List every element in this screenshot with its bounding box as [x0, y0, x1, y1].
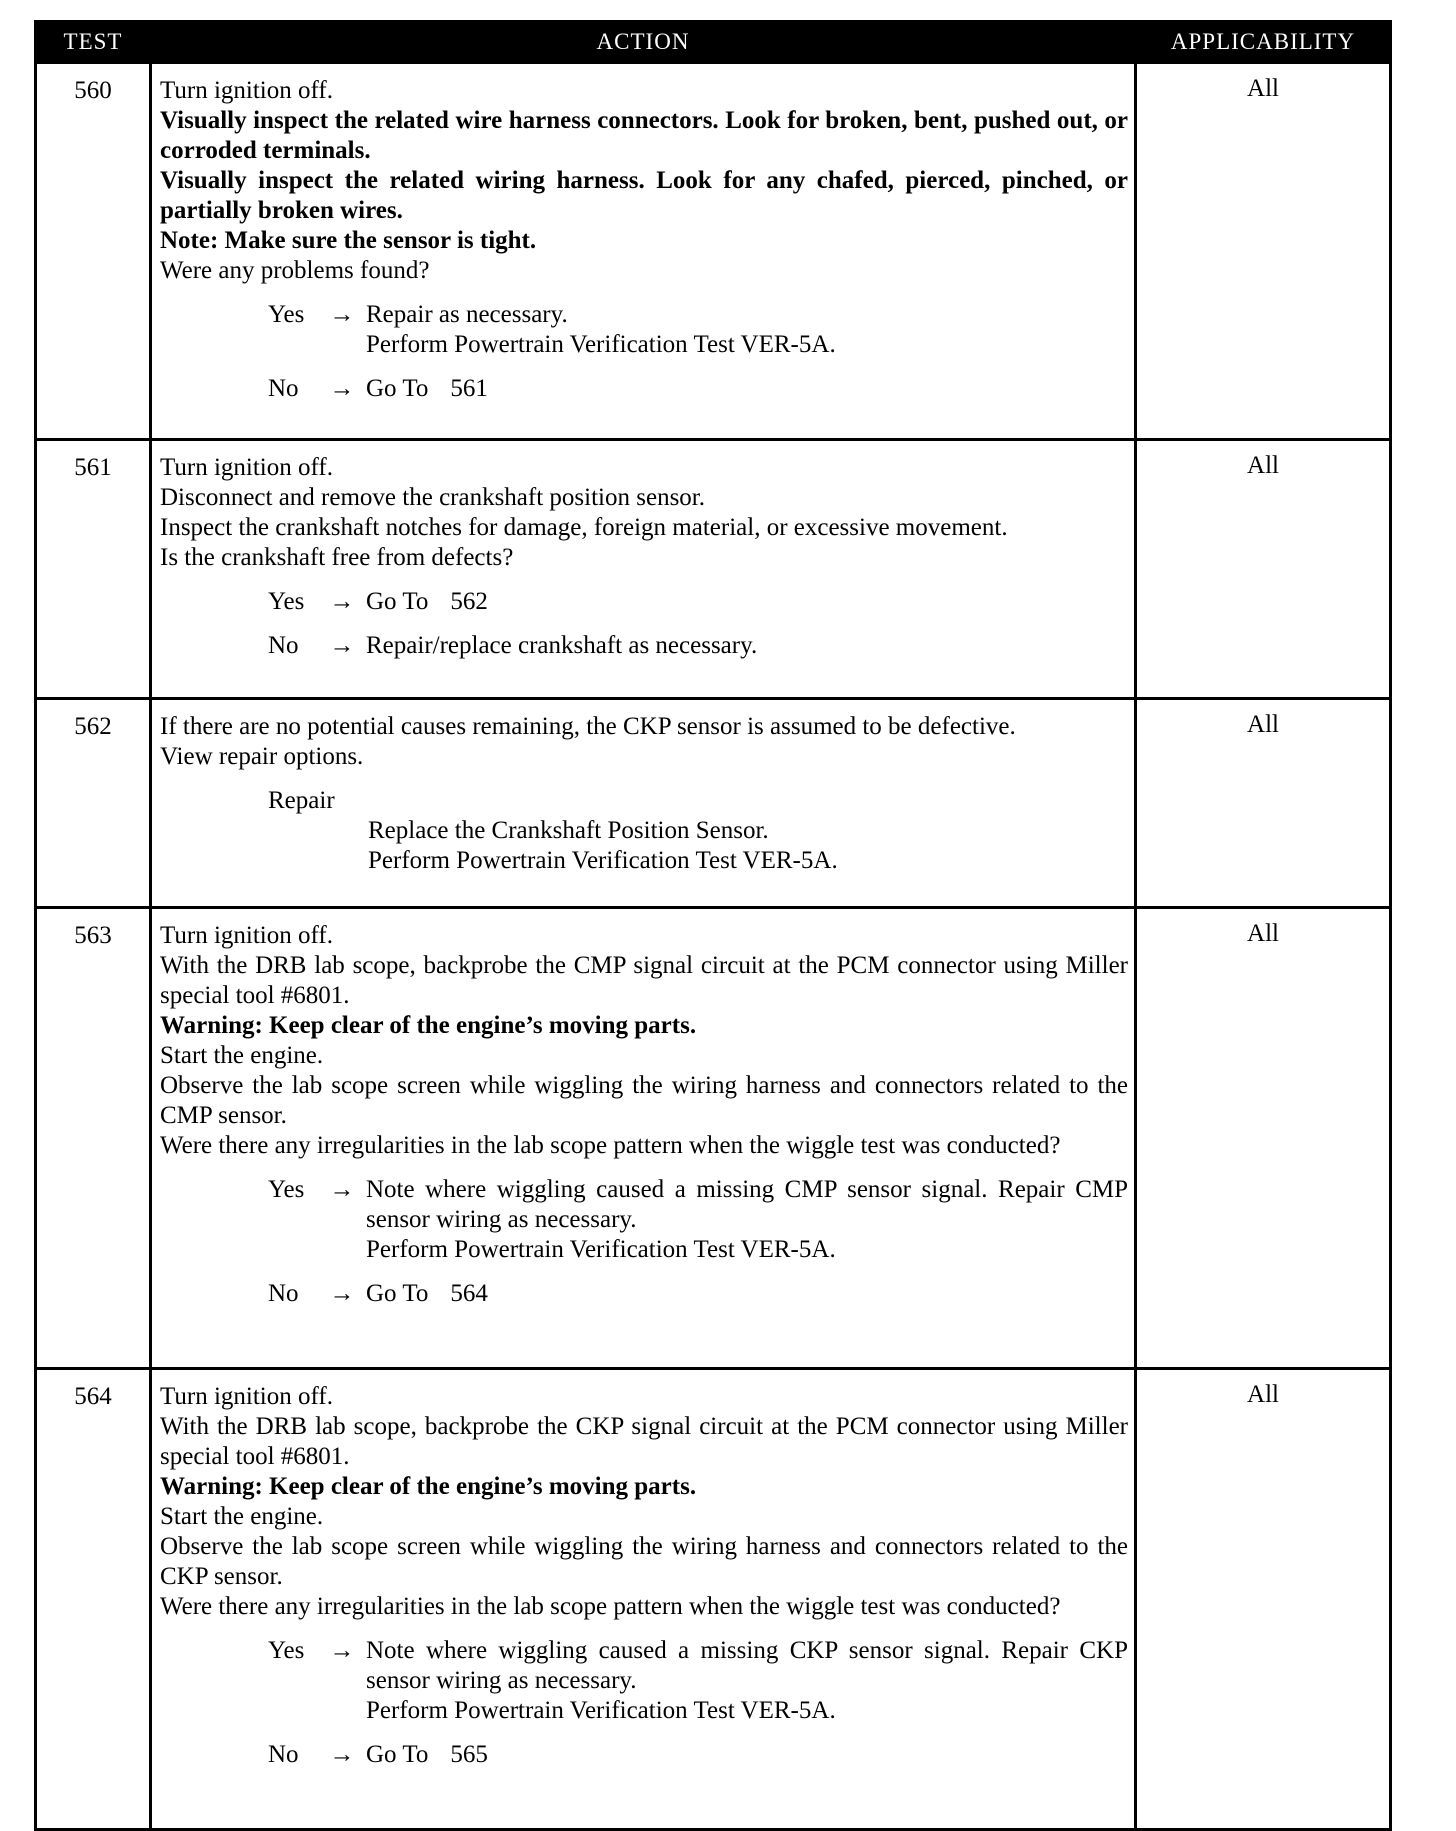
action-line: View repair options.: [160, 743, 364, 770]
applicability: All: [1136, 908, 1391, 1369]
arrow-icon: →: [329, 1741, 355, 1768]
no-outcome: [160, 1740, 1128, 1770]
action-cell: [151, 699, 1136, 908]
arrow-icon: →: [329, 632, 355, 659]
action-warning: Warning: Keep clear of the engine’s moving parts.: [160, 1012, 697, 1039]
table-row: [36, 440, 1391, 699]
yes-label: Yes: [268, 1637, 305, 1664]
action-line: Start the engine.: [160, 1042, 324, 1069]
action-question: Is the crankshaft free from defects?: [160, 544, 514, 571]
table-row: [36, 1369, 1391, 1830]
arrow-icon: →: [329, 588, 355, 615]
applicability: All: [1136, 63, 1391, 440]
arrow-icon: →: [329, 301, 355, 328]
applicability: All: [1136, 440, 1391, 699]
goto-label: Go To: [366, 1280, 429, 1307]
yes-label: Yes: [268, 301, 305, 328]
action-cell: [151, 63, 1136, 440]
action-line: Turn ignition off.: [160, 922, 333, 949]
action-line: Visually inspect the related wiring harness. Look for any chafed, pierced, pinched, or partially broken wires.: [160, 167, 1128, 224]
goto-target: 562: [450, 588, 488, 615]
no-label: No: [268, 632, 299, 659]
outcome-line: Repair/replace crankshaft as necessary.: [366, 632, 758, 659]
outcome-line: Perform Powertrain Verification Test VER-5A.: [366, 1236, 836, 1263]
no-outcome: [160, 631, 1128, 661]
header-applicability: APPLICABILITY: [1136, 22, 1391, 63]
repair-options: [160, 816, 1128, 876]
outcome-line: Repair as necessary.: [366, 301, 568, 328]
action-warning: Warning: Keep clear of the engine’s moving parts.: [160, 1473, 697, 1500]
action-line: Observe the lab scope screen while wiggling the wiring harness and connectors related to the CKP sensor.: [160, 1533, 1128, 1590]
goto-label: Go To: [366, 375, 429, 402]
yes-label: Yes: [268, 588, 305, 615]
action-line: Turn ignition off.: [160, 77, 333, 104]
action-line: Turn ignition off.: [160, 1383, 333, 1410]
test-number: 564: [36, 1369, 151, 1830]
action-line: If there are no potential causes remaining, the CKP sensor is assumed to be defective.: [160, 713, 1016, 740]
action-note: Note: Make sure the sensor is tight.: [160, 227, 537, 254]
outcome-line: Perform Powertrain Verification Test VER-5A.: [366, 331, 836, 358]
goto-label: Go To: [366, 588, 429, 615]
action-line: Disconnect and remove the crankshaft position sensor.: [160, 484, 705, 511]
action-line: With the DRB lab scope, backprobe the CMP signal circuit at the PCM connector using Miller special tool #6801.: [160, 952, 1128, 1009]
outcome-line: Note where wiggling caused a missing CKP sensor signal. Repair CKP sensor wiring as necessary.: [366, 1637, 1128, 1694]
table-header-row: [36, 22, 1391, 63]
action-question: Were any problems found?: [160, 257, 430, 284]
yes-outcome: [160, 587, 1128, 617]
action-question: Were there any irregularities in the lab scope pattern when the wiggle test was conducted?: [160, 1593, 1061, 1620]
outcome-line: Perform Powertrain Verification Test VER-5A.: [366, 1697, 836, 1724]
goto-target: 561: [450, 375, 488, 402]
test-number: 560: [36, 63, 151, 440]
yes-outcome: [160, 300, 1128, 360]
action-line: Start the engine.: [160, 1503, 324, 1530]
goto-target: 565: [450, 1741, 488, 1768]
arrow-icon: →: [329, 1637, 355, 1664]
no-label: No: [268, 1741, 299, 1768]
action-line: Turn ignition off.: [160, 454, 333, 481]
yes-outcome: [160, 1175, 1128, 1265]
applicability: All: [1136, 1369, 1391, 1830]
repair-line: Perform Powertrain Verification Test VER-5A.: [368, 847, 838, 874]
header-test: TEST: [36, 22, 151, 63]
outcome-line: Note where wiggling caused a missing CMP sensor signal. Repair CMP sensor wiring as necessary.: [366, 1176, 1128, 1233]
repair-line: Replace the Crankshaft Position Sensor.: [368, 817, 769, 844]
action-line: Observe the lab scope screen while wiggling the wiring harness and connectors related to the CMP sensor.: [160, 1072, 1128, 1129]
goto-label: Go To: [366, 1741, 429, 1768]
no-label: No: [268, 375, 299, 402]
table-row: [36, 63, 1391, 440]
table-row: [36, 699, 1391, 908]
test-number: 563: [36, 908, 151, 1369]
arrow-icon: →: [329, 375, 355, 402]
diagnostic-table: [34, 20, 1392, 1831]
action-cell: [151, 1369, 1136, 1830]
header-action: ACTION: [151, 22, 1136, 63]
action-cell: [151, 908, 1136, 1369]
no-label: No: [268, 1280, 299, 1307]
goto-target: 564: [450, 1280, 488, 1307]
action-line: Inspect the crankshaft notches for damage, foreign material, or excessive movement.: [160, 514, 1008, 541]
yes-label: Yes: [268, 1176, 305, 1203]
action-cell: [151, 440, 1136, 699]
action-question: Were there any irregularities in the lab scope pattern when the wiggle test was conducted?: [160, 1132, 1061, 1159]
action-line: With the DRB lab scope, backprobe the CKP signal circuit at the PCM connector using Miller special tool #6801.: [160, 1413, 1128, 1470]
no-outcome: [160, 1279, 1128, 1309]
action-line: Visually inspect the related wire harness connectors. Look for broken, bent, pushed out, or corroded terminals.: [160, 107, 1128, 164]
repair-label: Repair: [268, 787, 335, 814]
applicability: All: [1136, 699, 1391, 908]
test-number: 561: [36, 440, 151, 699]
test-number: 562: [36, 699, 151, 908]
no-outcome: [160, 374, 1128, 404]
arrow-icon: →: [329, 1176, 355, 1203]
arrow-icon: →: [329, 1280, 355, 1307]
yes-outcome: [160, 1636, 1128, 1726]
table-row: [36, 908, 1391, 1369]
